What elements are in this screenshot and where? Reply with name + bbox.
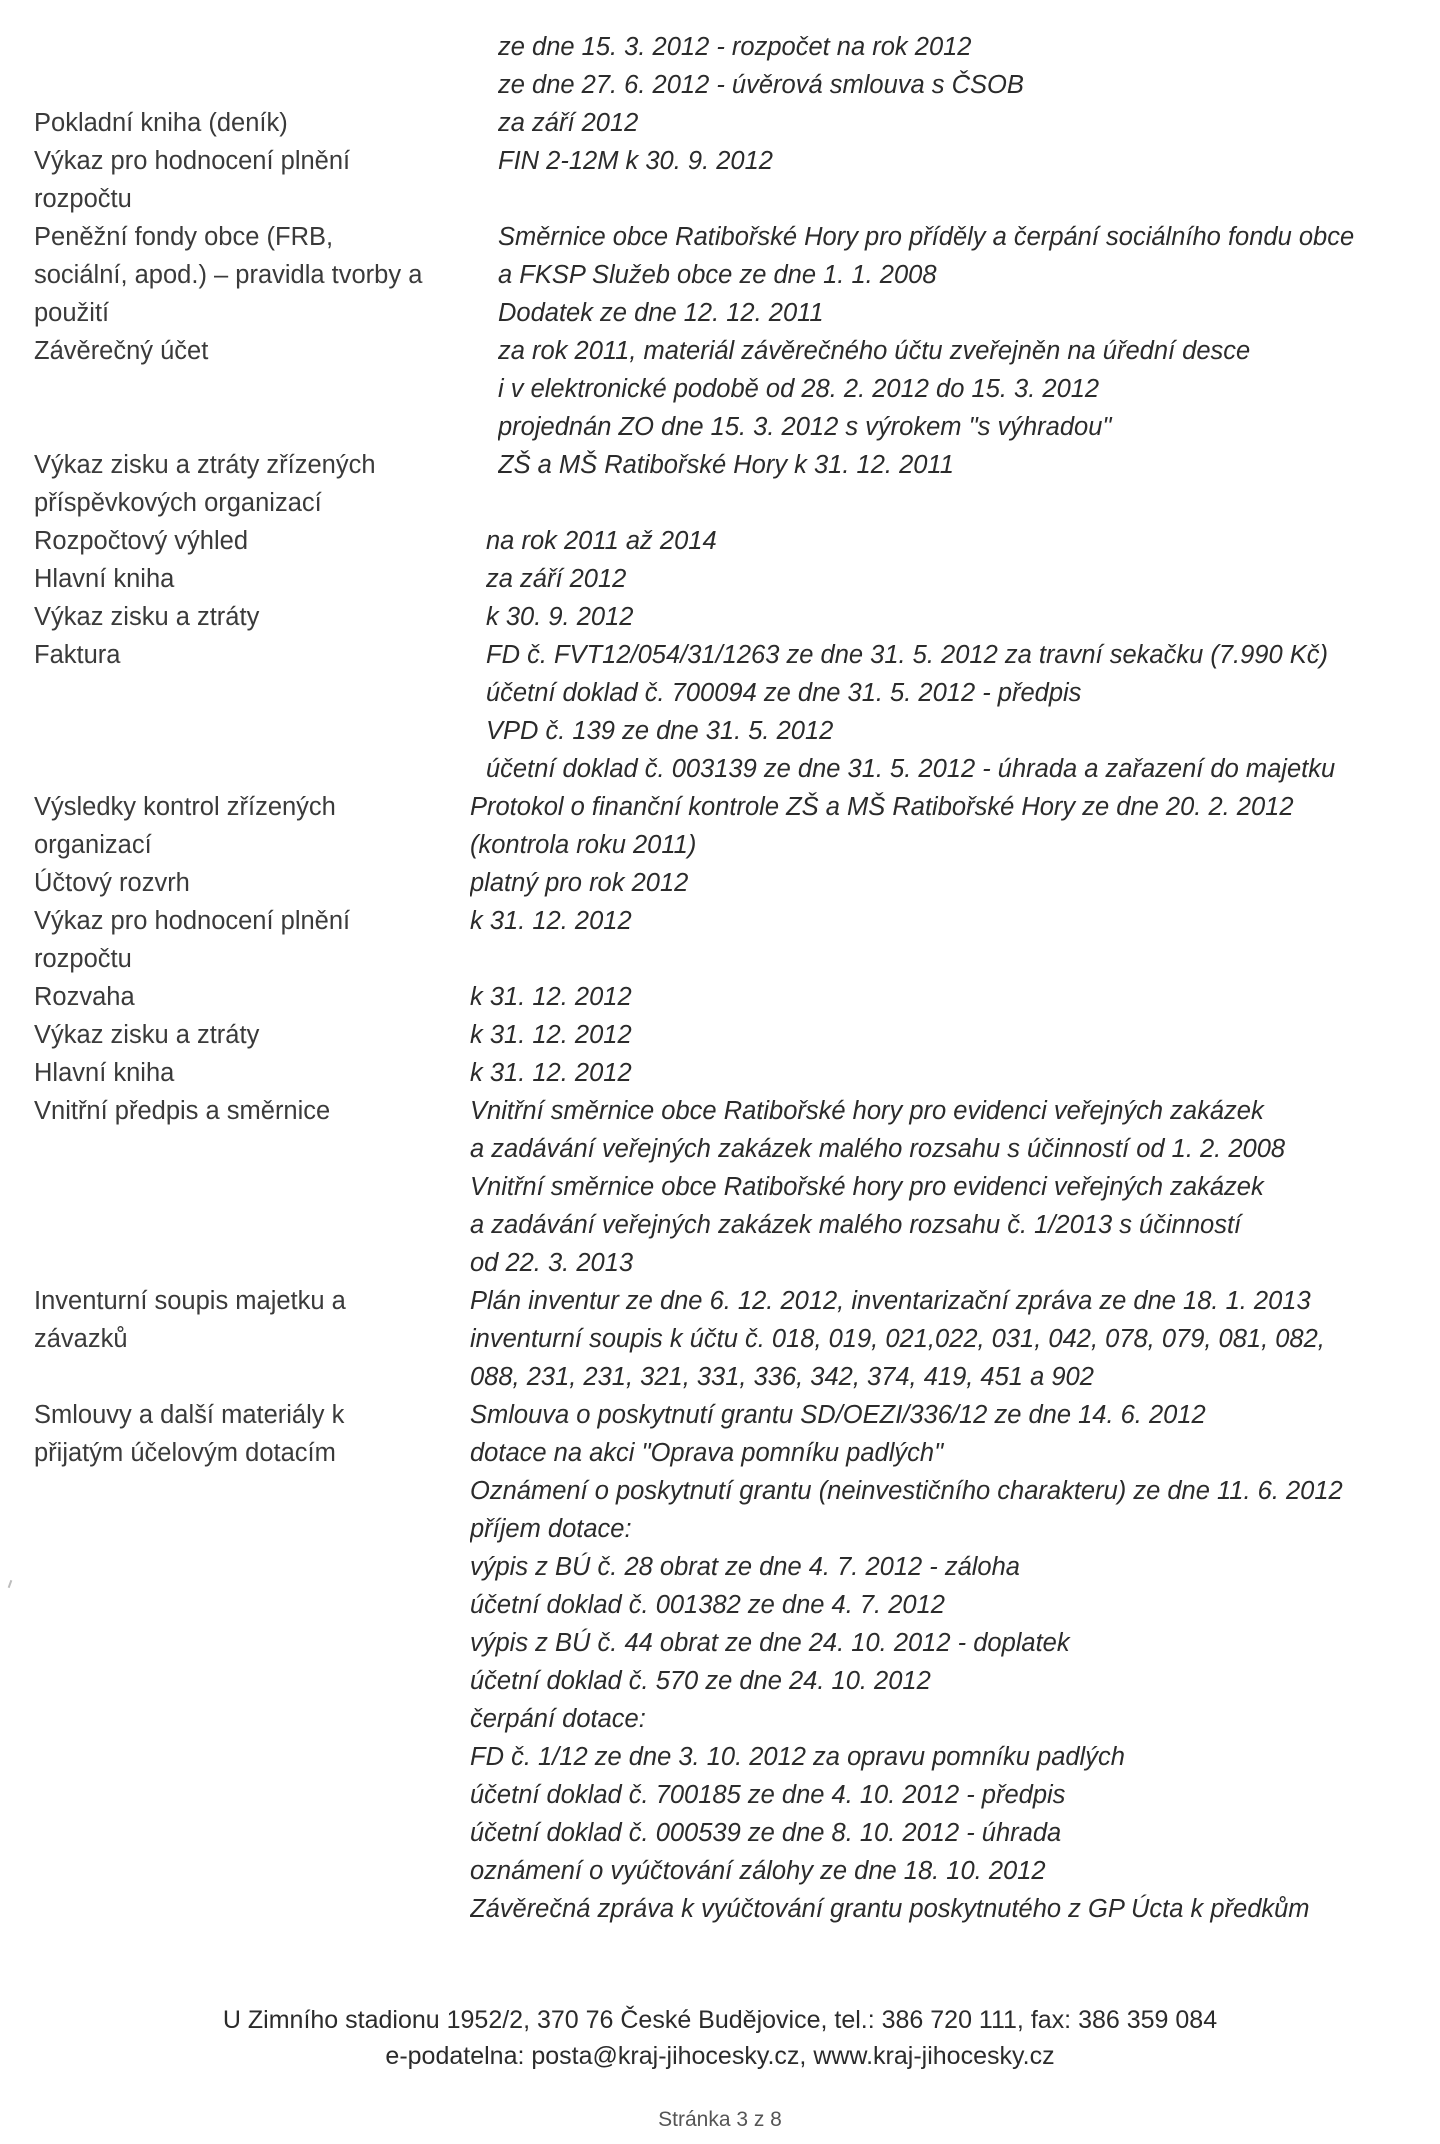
row-value (470, 1282, 1434, 1396)
label-line: sociální, apod.) – pravidla tvorby a (34, 261, 423, 289)
value-line: Vnitřní směrnice obce Ratibořské hory pro evidenci veřejných zakázek (470, 1097, 1264, 1125)
value-line: účetní doklad č. 003139 ze dne 31. 5. 2012 - úhrada a zařazení do majetku (486, 755, 1336, 783)
row-label (34, 902, 474, 978)
label-line: Faktura (34, 641, 121, 669)
row-label (34, 446, 474, 522)
row-value (470, 902, 1434, 978)
label-line: závazků (34, 1325, 128, 1353)
row-label (34, 332, 474, 446)
row-label (34, 560, 474, 598)
value-line: čerpání dotace: (470, 1705, 646, 1733)
value-line: oznámení o vyúčtování zálohy ze dne 18. 10. 2012 (470, 1857, 1046, 1885)
row-label (34, 1282, 474, 1396)
value-line: za září 2012 (498, 109, 639, 137)
table-row (34, 104, 1434, 142)
row-value (470, 1016, 1434, 1054)
table-row (34, 522, 1434, 560)
row-value (486, 560, 1434, 598)
value-line: FIN 2-12M k 30. 9. 2012 (498, 147, 773, 175)
value-line: výpis z BÚ č. 44 obrat ze dne 24. 10. 2012 - doplatek (470, 1629, 1070, 1657)
value-line: ze dne 27. 6. 2012 - úvěrová smlouva s ČSOB (498, 71, 1024, 99)
row-label (34, 104, 474, 142)
label-line: Pokladní kniha (deník) (34, 109, 288, 137)
table-row (34, 1396, 1434, 1928)
value-line: Závěrečná zpráva k vyúčtování grantu poskytnutého z GP Úcta k předkům (470, 1895, 1310, 1923)
value-line: příjem dotace: (470, 1515, 632, 1543)
row-label (34, 978, 474, 1016)
value-line: projednán ZO dne 15. 3. 2012 s výrokem "s výhradou" (498, 413, 1112, 441)
value-line: k 31. 12. 2012 (470, 1059, 632, 1087)
value-line: FD č. FVT12/054/31/1263 ze dne 31. 5. 2012 za travní sekačku (7.990 Kč) (486, 641, 1328, 669)
label-line: Inventurní soupis majetku a (34, 1287, 346, 1315)
value-line: Protokol o finanční kontrole ZŠ a MŠ Ratibořské Hory ze dne 20. 2. 2012 (470, 793, 1294, 821)
value-line: účetní doklad č. 700185 ze dne 4. 10. 2012 - předpis (470, 1781, 1066, 1809)
table-row (34, 142, 1434, 218)
table-row (34, 978, 1434, 1016)
table-row (34, 332, 1434, 446)
row-value (486, 522, 1434, 560)
row-label (34, 142, 474, 218)
value-line: Vnitřní směrnice obce Ratibořské hory pro evidenci veřejných zakázek (470, 1173, 1264, 1201)
value-line: inventurní soupis k účtu č. 018, 019, 021,022, 031, 042, 078, 079, 081, 082, (470, 1325, 1325, 1353)
value-line: (kontrola roku 2011) (470, 831, 697, 859)
value-line: i v elektronické podobě od 28. 2. 2012 do 15. 3. 2012 (498, 375, 1100, 403)
label-line: rozpočtu (34, 945, 132, 973)
value-line: výpis z BÚ č. 28 obrat ze dne 4. 7. 2012 - záloha (470, 1553, 1020, 1581)
table-row (34, 218, 1434, 332)
page-number: Stránka 3 z 8 (658, 2108, 782, 2131)
label-line: Hlavní kniha (34, 1059, 175, 1087)
row-value (470, 1092, 1434, 1282)
label-line: Rozpočtový výhled (34, 527, 249, 555)
row-value (498, 104, 1434, 142)
row-label (34, 1396, 474, 1928)
label-line: Výkaz zisku a ztráty (34, 1021, 260, 1049)
footer-contact: e-podatelna: posta@kraj-jihocesky.cz, www.kraj-jihocesky.cz (385, 2042, 1055, 2070)
scan-mark (8, 1580, 13, 1588)
table-row (34, 1054, 1434, 1092)
value-line: na rok 2011 až 2014 (486, 527, 717, 555)
value-line: dotace na akci "Oprava pomníku padlých" (470, 1439, 944, 1467)
row-value (486, 636, 1434, 788)
row-value (470, 788, 1434, 864)
value-line: platný pro rok 2012 (470, 869, 689, 897)
value-line: k 31. 12. 2012 (470, 1021, 632, 1049)
value-line: k 31. 12. 2012 (470, 983, 632, 1011)
label-line: Výkaz zisku a ztráty (34, 603, 260, 631)
row-value (498, 446, 1434, 522)
value-line: Směrnice obce Ratibořské Hory pro příděly a čerpání sociálního fondu obce (498, 223, 1355, 251)
table-row (34, 1092, 1434, 1282)
label-line: příspěvkových organizací (34, 489, 322, 517)
row-label (34, 636, 474, 788)
label-line: Výkaz zisku a ztráty zřízených (34, 451, 376, 479)
value-line: Oznámení o poskytnutí grantu (neinvestičního charakteru) ze dne 11. 6. 2012 (470, 1477, 1343, 1505)
row-label (34, 1092, 474, 1282)
value-line: za rok 2011, materiál závěrečného účtu zveřejněn na úřední desce (498, 337, 1251, 365)
label-line: Výkaz pro hodnocení plnění (34, 147, 351, 175)
row-value (470, 1396, 1434, 1928)
row-value (486, 598, 1434, 636)
value-line: Dodatek ze dne 12. 12. 2011 (498, 299, 824, 327)
row-value (498, 332, 1434, 446)
label-line: Smlouvy a další materiály k (34, 1401, 345, 1429)
label-line: Výsledky kontrol zřízených (34, 793, 336, 821)
footer-address: U Zimního stadionu 1952/2, 370 76 České Budějovice, tel.: 386 720 111, fax: 386 359 084 (222, 2006, 1218, 2034)
label-line: Účtový rozvrh (34, 869, 190, 897)
value-line: VPD č. 139 ze dne 31. 5. 2012 (486, 717, 834, 745)
footer (0, 2002, 1440, 2074)
value-line: účetní doklad č. 700094 ze dne 31. 5. 2012 - předpis (486, 679, 1082, 707)
row-value (470, 978, 1434, 1016)
table-row (34, 788, 1434, 864)
value-line: Plán inventur ze dne 6. 12. 2012, inventarizační zpráva ze dne 18. 1. 2013 (470, 1287, 1311, 1315)
value-line: a FKSP Služeb obce ze dne 1. 1. 2008 (498, 261, 937, 289)
value-line: 088, 231, 231, 321, 331, 336, 342, 374, 419, 451 a 902 (470, 1363, 1094, 1391)
value-line: k 31. 12. 2012 (470, 907, 632, 935)
row-label (34, 598, 474, 636)
label-line: Závěrečný účet (34, 337, 209, 365)
row-label (34, 864, 474, 902)
value-line: a zadávání veřejných zakázek malého rozsahu s účinností od 1. 2. 2008 (470, 1135, 1286, 1163)
table-row (34, 598, 1434, 636)
value-line: k 30. 9. 2012 (486, 603, 634, 631)
value-line: ze dne 15. 3. 2012 - rozpočet na rok 2012 (498, 33, 972, 61)
table-row (34, 446, 1434, 522)
label-line: rozpočtu (34, 185, 132, 213)
value-line: od 22. 3. 2013 (470, 1249, 634, 1277)
row-label (34, 1054, 474, 1092)
label-line: přijatým účelovým dotacím (34, 1439, 336, 1467)
value-line: a zadávání veřejných zakázek malého rozsahu č. 1/2013 s účinností (470, 1211, 1242, 1239)
row-value (498, 28, 1434, 104)
value-line: účetní doklad č. 001382 ze dne 4. 7. 2012 (470, 1591, 945, 1619)
row-value (470, 1054, 1434, 1092)
label-line: Výkaz pro hodnocení plnění (34, 907, 351, 935)
value-line: Smlouva o poskytnutí grantu SD/OEZI/336/12 ze dne 14. 6. 2012 (470, 1401, 1206, 1429)
table-row (34, 560, 1434, 598)
label-line: použití (34, 299, 110, 327)
label-line: Rozvaha (34, 983, 135, 1011)
table-row (34, 1282, 1434, 1396)
row-label (34, 28, 474, 104)
table-row (34, 1016, 1434, 1054)
label-line: Hlavní kniha (34, 565, 175, 593)
row-label (34, 788, 474, 864)
row-label (34, 1016, 474, 1054)
table-row (34, 636, 1434, 788)
table-row (34, 28, 1434, 104)
row-value (470, 864, 1434, 902)
value-line: účetní doklad č. 000539 ze dne 8. 10. 2012 - úhrada (470, 1819, 1062, 1847)
table-row (34, 864, 1434, 902)
table-row (34, 902, 1434, 978)
label-line: organizací (34, 831, 152, 859)
row-value (498, 218, 1434, 332)
row-label (34, 522, 474, 560)
value-line: FD č. 1/12 ze dne 3. 10. 2012 za opravu pomníku padlých (470, 1743, 1125, 1771)
label-line: Peněžní fondy obce (FRB, (34, 223, 334, 251)
value-line: účetní doklad č. 570 ze dne 24. 10. 2012 (470, 1667, 931, 1695)
row-value (498, 142, 1434, 218)
row-label (34, 218, 474, 332)
value-line: ZŠ a MŠ Ratibořské Hory k 31. 12. 2011 (498, 451, 954, 479)
value-line: za září 2012 (486, 565, 627, 593)
label-line: Vnitřní předpis a směrnice (34, 1097, 331, 1125)
